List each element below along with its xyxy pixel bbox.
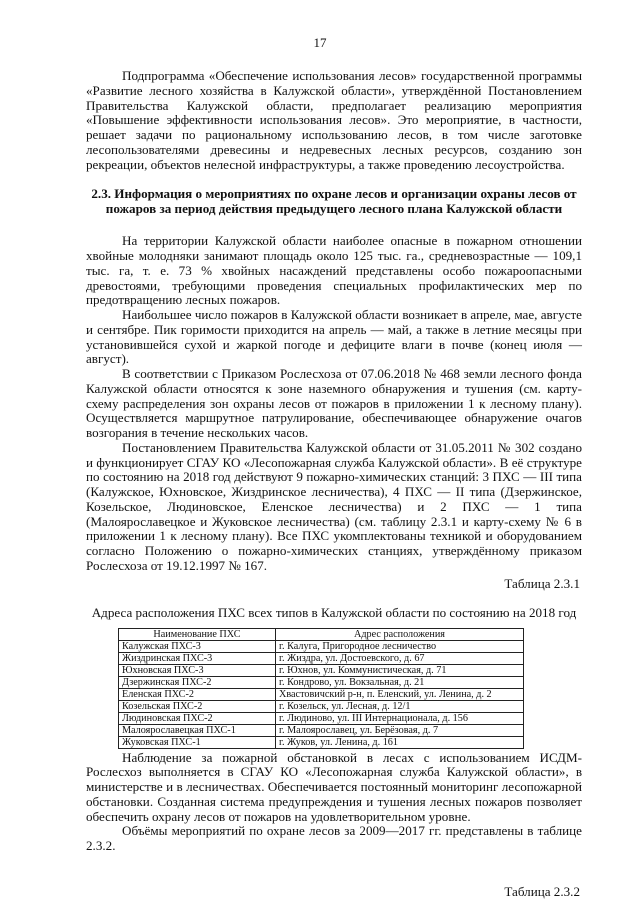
address-cell: г. Малоярославец, ул. Берёзовая, д. 7 xyxy=(276,724,524,736)
station-name-cell: Жуковская ПХС-1 xyxy=(119,736,276,748)
station-name-cell: Жиздринская ПХС-3 xyxy=(119,652,276,664)
address-cell: г. Людиново, ул. III Интернационала, д. 156 xyxy=(276,712,524,724)
paragraph: В соответствии с Приказом Рослесхоза от 07.06.2018 № 468 земли лесного фонда Калужской области относятся к зоне наземного обнаружения и тушения (см. карту-схему распределения зон охраны лесов от пожаров в приложении 1 к лесному плану). Осуществляется маршрутное патрулирование, обеспечивающее обнаружение очагов возгорания в течение нескольких часов. xyxy=(86,366,582,440)
station-name-cell: Калужская ПХС-3 xyxy=(119,640,276,652)
table-label: Таблица 2.3.1 xyxy=(504,575,580,591)
table-row xyxy=(119,664,524,676)
station-name-cell: Козельская ПХС-2 xyxy=(119,700,276,712)
address-cell: г. Юхнов, ул. Коммунистическая, д. 71 xyxy=(276,664,524,676)
table-row xyxy=(119,724,524,736)
paragraph: Объёмы мероприятий по охране лесов за 2009—2017 гг. представлены в таблице 2.3.2. xyxy=(86,823,582,853)
intro-paragraph: Подпрограмма «Обеспечение использования лесов» государственной программы «Развитие лесного хозяйства в Калужской области», утверждённой Постановлением Правительства Калужской области, предполагает реализацию мероприятия «Повышение эффективности использования лесов». Это мероприятие, в частности, решает задачи по рациональному использованию лесов, в том числе заготовке лесопользователями древесины и недревесных лесных ресурсов, созданию зон рекреации, объектов нелесной инфраструктуры, а также проведению лесоустройства. xyxy=(86,68,582,172)
table-row xyxy=(119,736,524,748)
table-header-row xyxy=(119,628,524,640)
table-row xyxy=(119,700,524,712)
paragraph: На территории Калужской области наиболее опасные в пожарном отношении хвойные молодняки занимают площадь около 125 тыс. га., средневозрастные — 109,1 тыс. га, т. е. 73 % хвойных насаждений представлены особо пожароопасными древостоями, требующими проведения специальных профилактических мер по предотвращению лесных пожаров. xyxy=(86,233,582,308)
table-row xyxy=(119,688,524,700)
table-row xyxy=(119,712,524,724)
station-name-cell: Дзержинская ПХС-2 xyxy=(119,676,276,688)
pxs-table xyxy=(118,628,524,749)
section-heading: 2.3. Информация о мероприятиях по охране лесов и организации охраны лесов от пожаров за период действия предыдущего лесного плана Калужской области xyxy=(91,186,577,217)
section-heading-block xyxy=(86,186,582,216)
station-name-cell: Малоярославецкая ПХС-1 xyxy=(119,724,276,736)
column-header: Наименование ПХС xyxy=(119,628,276,640)
paragraph: Постановлением Правительства Калужской области от 31.05.2011 № 302 создано и функционирует СГАУ КО «Лесопожарная служба Калужской области». В её структуре по состоянию на 2018 год действуют 9 пожарно-химических станций: 3 ПХС — III типа (Калужское, Юхновское, Жиздринское лесничества), 4 ПХС — II типа (Дзержинское, Козельское, Людиновское, Еленское лесничества) и 2 ПХС — 1 типа (Малоярославецкое и Жуковское лесничества) (см. таблицу 2.3.1 и карту-схему № 6 в приложении 1 к лесному плану). Все ПХС укомплектованы техникой и оборудованием согласно Положению о пожарно-химических станциях, утверждённому приказом Рослесхоза от 19.12.1997 № 167. xyxy=(86,439,582,573)
table-row xyxy=(119,652,524,664)
address-cell: г. Жуков, ул. Ленина, д. 161 xyxy=(276,736,524,748)
page-number: 17 xyxy=(313,35,327,50)
address-cell: г. Козельск, ул. Лесная, д. 12/1 xyxy=(276,700,524,712)
station-name-cell: Еленская ПХС-2 xyxy=(119,688,276,700)
paragraph: Наибольшее число пожаров в Калужской области возникает в апреле, мае, августе и сентябре. Пик горимости приходится на апрель — май, а также в летние месяцы при установившейся сухой и жаркой погоде и дефиците влаги в почве (конец июля — август). xyxy=(86,307,582,367)
column-header: Адрес расположения xyxy=(276,628,524,640)
table-row xyxy=(119,640,524,652)
after-block xyxy=(86,751,582,854)
body-block xyxy=(86,234,582,573)
intro-block xyxy=(86,69,582,172)
page-column xyxy=(86,0,582,919)
station-name-cell: Юхновская ПХС-3 xyxy=(119,664,276,676)
paragraph: Наблюдение за пожарной обстановкой в лесах с использованием ИСДМ-Рослесхоз выполняется в СГАУ КО «Лесопожарная служба Калужской области», в министерстве и в лесничествах. Обеспечивается постоянный мониторинг лесопожарной обстановки. Созданная система предупреждения и тушения лесных пожаров позволяет обеспечить охрану лесов от пожаров на удовлетворительном уровне. xyxy=(86,749,582,824)
address-cell: г. Жиздра, ул. Достоевского, д. 67 xyxy=(276,652,524,664)
station-name-cell: Людиновская ПХС-2 xyxy=(119,712,276,724)
table-caption: Адреса расположения ПХС всех типов в Калужской области по состоянию на 2018 год xyxy=(91,604,577,620)
table-label: Таблица 2.3.2 xyxy=(504,883,580,899)
table-row xyxy=(119,676,524,688)
address-cell: Хвастовичский р-н, п. Еленский, ул. Ленина, д. 2 xyxy=(276,688,524,700)
table-body xyxy=(119,640,524,748)
address-cell: г. Калуга, Пригородное лесничество xyxy=(276,640,524,652)
address-cell: г. Кондрово, ул. Вокзальная, д. 21 xyxy=(276,676,524,688)
